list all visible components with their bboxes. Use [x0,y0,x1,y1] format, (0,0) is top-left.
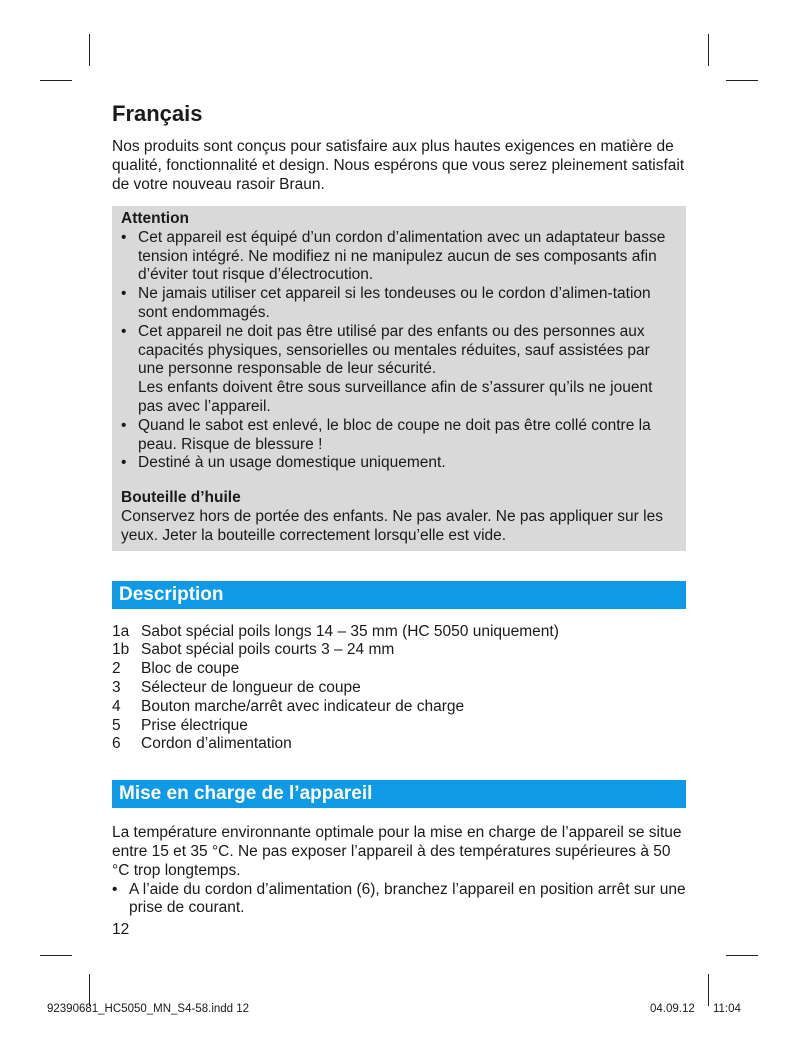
warning-item-text: Cet appareil ne doit pas être utilisé par des enfants ou des personnes aux capacités physiques, sensorielles ou mentales réduites, sauf assistées par une personne responsable de leur sécurité. [138,322,650,378]
warning-item [121,323,674,417]
description-heading: Description [112,581,686,609]
page-title: Français [112,101,203,126]
crop-mark [708,34,709,66]
list-item: 6 Cordon d’alimentation [112,735,292,753]
footer-date: 04.09.12 [650,1003,695,1015]
oil-heading: Bouteille d’huile [121,489,241,507]
footer-time: 11:04 [713,1003,741,1015]
intro-paragraph: Nos produits sont conçus pour satisfaire aux plus hautes exigences en matière de qualité, fonctionnalité et design. Nous espérons que vous serez pleinement satisfait de votre nouveau rasoir Braun. [112,138,685,193]
crop-mark [726,80,758,81]
list-item: 1a Sabot spécial poils longs 14 – 35 mm (HC 5050 uniquement) [112,622,559,640]
crop-mark [89,34,90,66]
page-number: 12 [112,921,130,938]
list-item: 3 Sélecteur de longueur de coupe [112,678,361,696]
charging-heading: Mise en charge de l’appareil [112,780,686,808]
list-item: 4 Bouton marche/arrêt avec indicateur de charge [112,697,465,715]
charging-item: • A l’aide du cordon d’alimentation (6), branchez l’appareil en position arrêt sur une prise de courant. [112,881,686,919]
charging-paragraph: La température environnante optimale pour la mise en charge de l’appareil se situe entre 15 et 35 °C. Ne pas exposer l’appareil à des températures supérieures à 50 °C trop longtemps. [112,824,682,879]
list-item: 2 Bloc de coupe [112,660,240,678]
charging-list [112,881,686,919]
description-list [112,623,686,755]
page-content [112,100,686,918]
crop-mark [40,80,72,81]
warning-heading: Attention [121,210,190,227]
warning-item: • Quand le sabot est enlevé, le bloc de coupe ne doit pas être collé contre la peau. Risque de blessure ! [121,417,674,455]
list-item: 5 Prise électrique [112,716,248,734]
warning-item-extra: Les enfants doivent être sous surveillance afin de s’assurer qu’ils ne jouent pas avec l’appareil. [138,379,653,415]
crop-mark [89,974,90,1006]
list-item: 1b Sabot spécial poils courts 3 – 24 mm [112,641,395,659]
warning-list [121,229,674,473]
warning-item: • Cet appareil est équipé d’un cordon d’alimentation avec un adaptateur basse tension intégré. Ne modifiez ni ne manipulez aucun de ses composants afin d’éviter tout risque d’électrocution. [121,229,674,285]
warning-item: • Ne jamais utiliser cet appareil si les tondeuses ou le cordon d’alimen-tation sont endommagés. [121,285,674,323]
warning-item: • Destiné à un usage domestique uniquement. [121,454,674,473]
crop-mark [726,955,758,956]
crop-mark [40,955,72,956]
warning-box [112,206,686,551]
footer-file: 92390681_HC5050_MN_S4-58.indd 12 [47,1003,250,1015]
oil-text: Conservez hors de portée des enfants. Ne pas avaler. Ne pas appliquer sur les yeux. Jeter la bouteille correctement lorsqu’elle est vide. [121,507,663,544]
crop-mark [708,974,709,1006]
